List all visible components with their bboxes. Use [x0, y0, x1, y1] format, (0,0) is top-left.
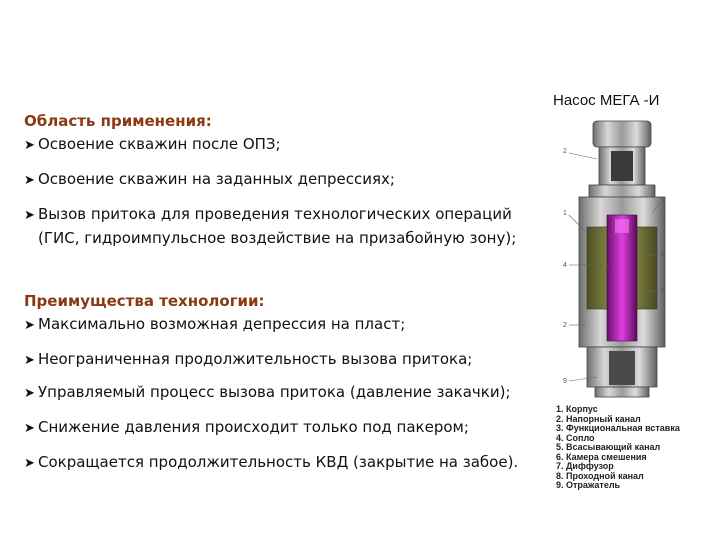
bullet-item: ➤ Сокращается продолжительность КВД (закрытие на забое). — [24, 451, 518, 475]
legend-item: 2. Напорный канал — [556, 413, 641, 424]
bullet-item: ➤ Управляемый процесс вызова притока (давление закачки); — [24, 381, 511, 405]
callout-label: 2 — [563, 148, 567, 155]
pump-legend — [556, 405, 680, 491]
section-title-advantages: Преимущества технологии: — [24, 292, 265, 310]
bullet-item: ➤ Неограниченная продолжительность вызова притока; — [24, 348, 472, 372]
callout-label: 8 — [661, 252, 665, 259]
callout-label: 4 — [563, 262, 567, 269]
arrow-bullet-icon: ➤ — [24, 173, 35, 188]
legend-item: 4. Сопло — [556, 432, 595, 443]
arrow-bullet-icon: ➤ — [24, 138, 35, 153]
legend-item: 1. Корпус — [556, 404, 598, 414]
legend-item: 7. Диффузор — [556, 461, 614, 471]
bullet-item: ➤ Вызов притока для проведения технологических операций (ГИС, гидроимпульсное воздействие на призабойную зону); — [24, 205, 517, 247]
callout-label: 2 — [563, 322, 567, 329]
arrow-bullet-icon: ➤ — [24, 386, 35, 401]
callout-label: 6 — [661, 288, 665, 295]
legend-item: 9. Отражатель — [556, 480, 621, 490]
pump-top-cap — [593, 121, 651, 147]
bullet-item: ➤ Максимально возможная депрессия на пласт; — [24, 313, 405, 337]
arrow-bullet-icon: ➤ — [24, 318, 35, 333]
section-title-application: Область применения: — [24, 112, 212, 130]
pump-cross-section-diagram — [555, 115, 705, 405]
arrow-bullet-icon: ➤ — [24, 353, 35, 368]
arrow-bullet-icon: ➤ — [24, 421, 35, 436]
bullet-item: ➤ Освоение скважин на заданных депрессиях; — [24, 168, 395, 192]
bullet-item: ➤ Снижение давления происходит только под пакером; — [24, 416, 469, 440]
callout-label: 7 — [661, 198, 665, 205]
arrow-bullet-icon: ➤ — [24, 456, 35, 471]
legend-item: 5. Всасывающий канал — [556, 442, 661, 452]
legend-item: 3. Функциональная вставка — [556, 423, 680, 433]
callout-label: 1 — [563, 210, 567, 217]
callout-label: 9 — [563, 378, 567, 385]
pump-title: Насос МЕГА -И — [553, 92, 660, 109]
legend-item: 8. Проходной канал — [556, 470, 644, 481]
bullet-item: ➤ Освоение скважин после ОПЗ; — [24, 133, 281, 157]
legend-item: 6. Камера смешения — [556, 451, 647, 462]
arrow-bullet-icon: ➤ — [24, 208, 35, 223]
pump-functional-insert — [607, 215, 637, 341]
